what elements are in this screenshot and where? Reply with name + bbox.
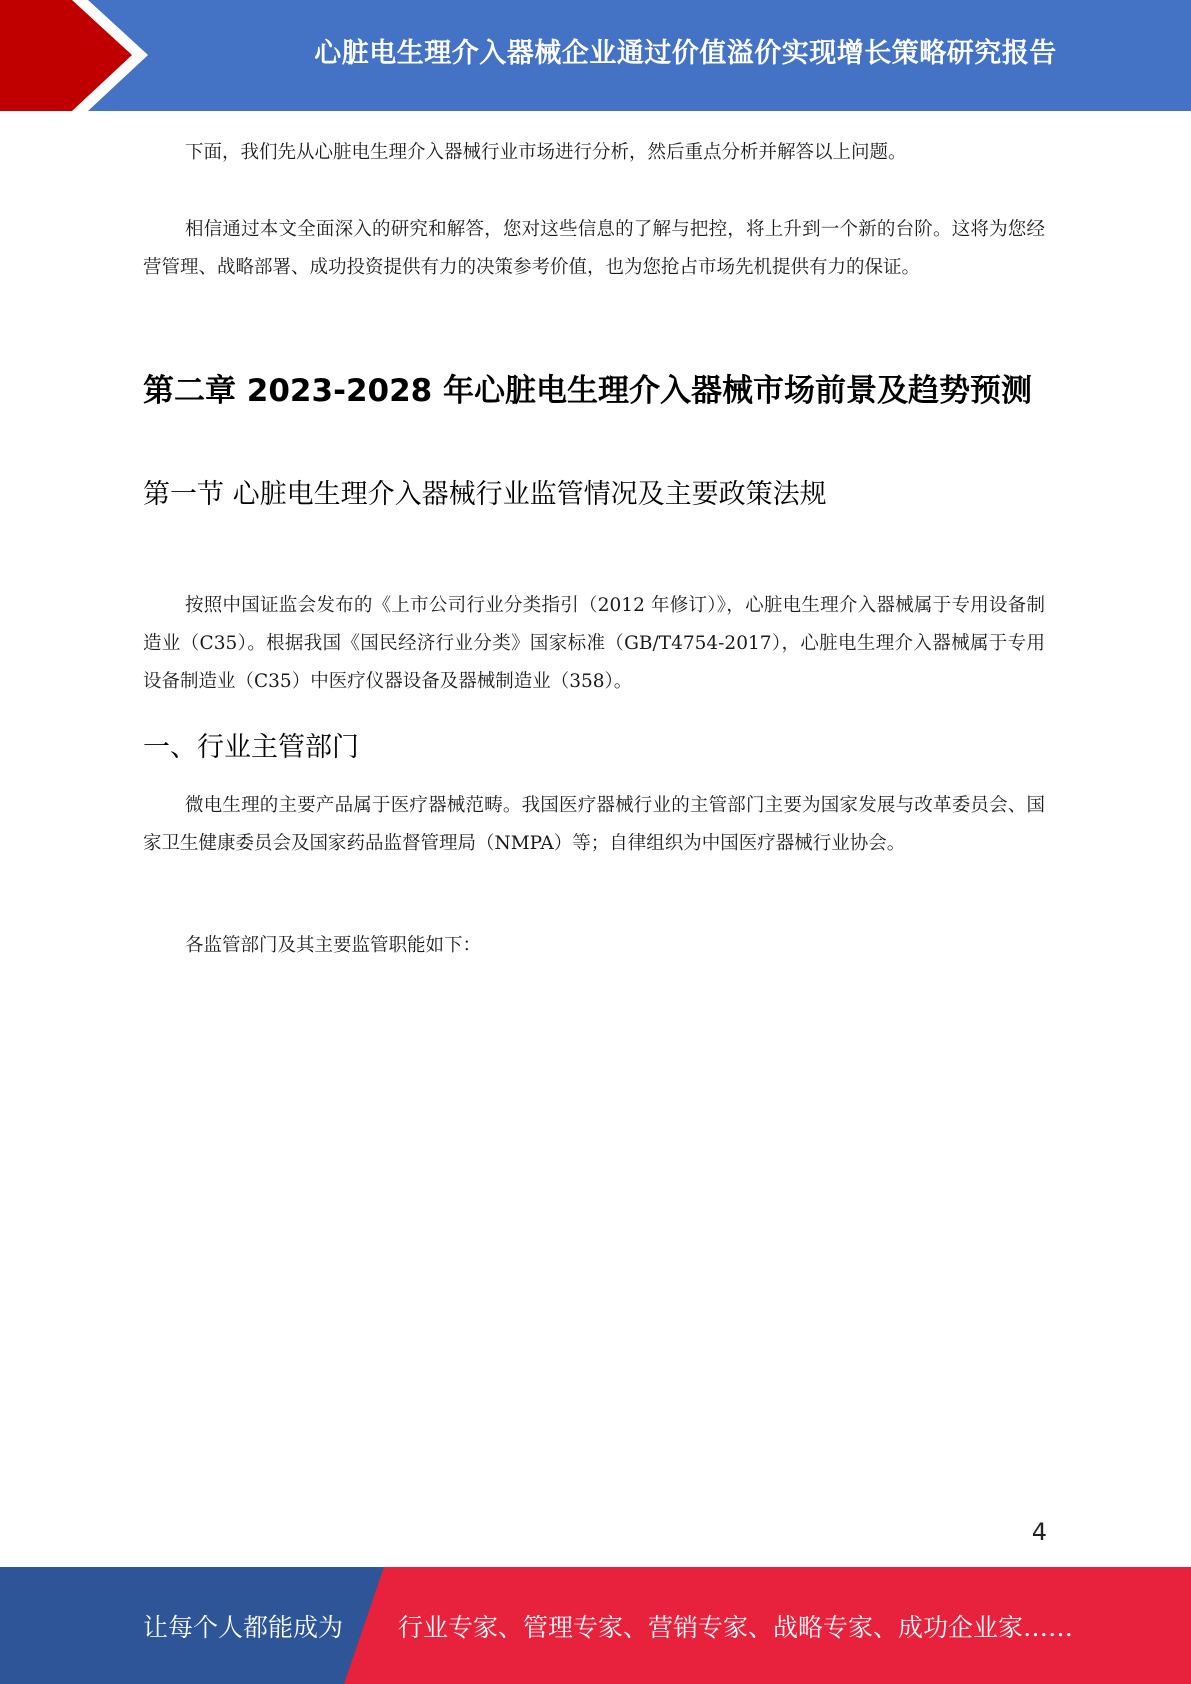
- header-title: 心脏电生理介入器械企业通过价值溢价实现增长策略研究报告: [314, 37, 1057, 69]
- page-number: 4: [1031, 1518, 1047, 1546]
- page-footer: [0, 1567, 1191, 1684]
- section-title: 第一节 心脏电生理介入器械行业监管情况及主要政策法规: [143, 479, 827, 510]
- subsection-title: 一、行业主管部门: [143, 732, 359, 763]
- intro-block: [143, 134, 1045, 172]
- subsection-block-2: [143, 927, 1045, 965]
- footer-slogan-right: 行业专家、管理专家、营销专家、战略专家、成功企业家……: [398, 1612, 1074, 1642]
- intro-paragraph-1: 下面，我们先从心脏电生理介入器械行业市场进行分析，然后重点分析并解答以上问题。: [185, 142, 907, 163]
- intro-block-2: [143, 211, 1045, 287]
- section-paragraph: 按照中国证监会发布的《上市公司行业分类指引（2012 年修订）》，心脏电生理介入器械属于专用设备制造业（C35）。根据我国《国民经济行业分类》国家标准（GB/T4754-2017），心脏电生理介入器械属于专用设备制造业（C35）中医疗仪器设备及器械制造业（358）。: [143, 595, 1045, 692]
- subsection-paragraph-1: 微电生理的主要产品属于医疗器械范畴。我国医疗器械行业的主管部门主要为国家发展与改革委员会、国家卫生健康委员会及国家药品监督管理局（NMPA）等；自律组织为中国医疗器械行业协会。: [143, 795, 1045, 854]
- chapter-title: 第二章 2023-2028 年心脏电生理介入器械市场前景及趋势预测: [143, 373, 1033, 409]
- subsection-paragraph-2: 各监管部门及其主要监管职能如下：: [185, 935, 482, 956]
- page-header: [0, 0, 1191, 111]
- section-block: [143, 587, 1045, 701]
- intro-paragraph-2: 相信通过本文全面深入的研究和解答，您对这些信息的了解与把控，将上升到一个新的台阶。这将为您经营管理、战略部署、成功投资提供有力的决策参考价值，也为您抢占市场先机提供有力的保证。: [143, 219, 1045, 278]
- footer-slogan-left: 让每个人都能成为: [143, 1612, 344, 1642]
- subsection-block: [143, 787, 1045, 863]
